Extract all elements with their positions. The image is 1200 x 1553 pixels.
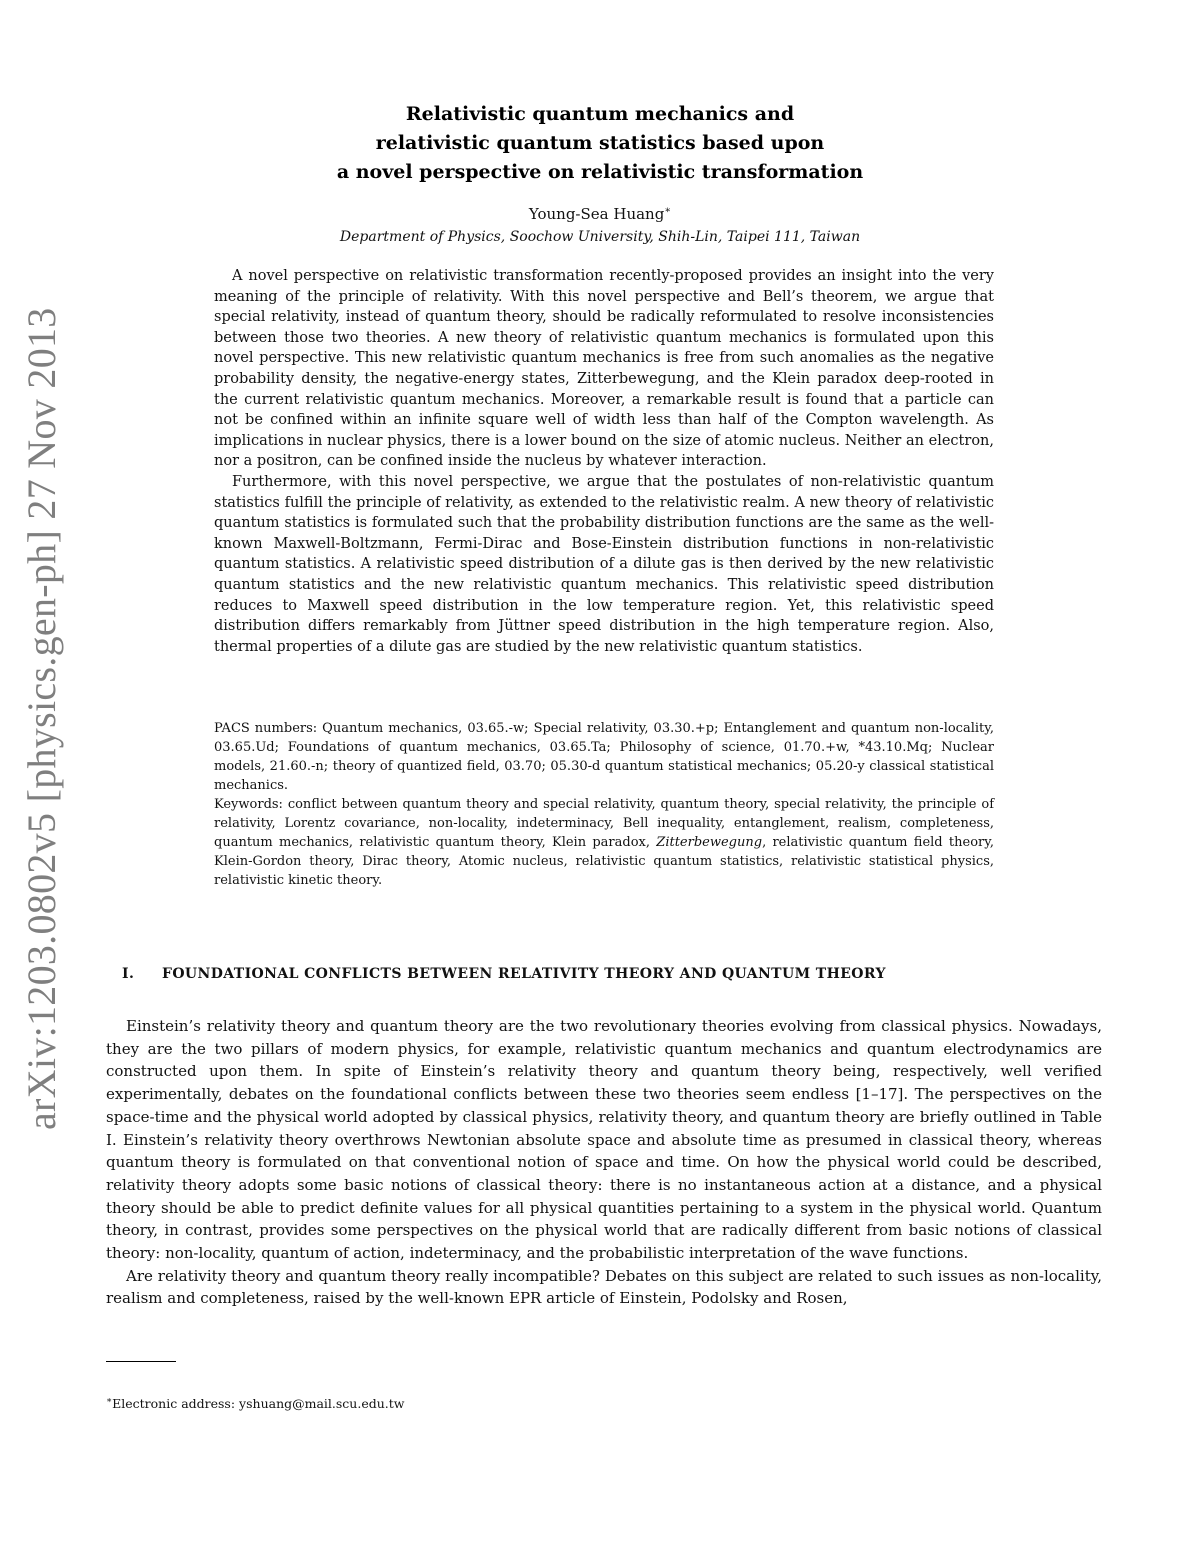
body-text	[106, 1015, 1102, 1310]
footnote	[106, 1396, 906, 1411]
author-name: Young-Sea Huang	[528, 205, 665, 223]
section-heading	[122, 966, 1092, 982]
section-number: I.	[122, 966, 135, 982]
author-line	[200, 205, 1000, 223]
keywords-text: , relativistic quantum field theory, Klein-Gordon theory, Dirac theory, Atomic nucleus, relativistic quantum statistics, relativistic statistical physics, relativistic kinetic theory.	[214, 835, 994, 888]
title-line: Relativistic quantum mechanics and	[405, 103, 795, 125]
abstract-paragraph: Furthermore, with this novel perspective, we argue that the postulates of non-relativistic quantum statistics fulfill the principle of relativity, as extended to the relativistic realm. A new theory of relativistic quantum statistics is formulated such that the probability distribution functions are the same as the well-known Maxwell-Boltzmann, Fermi-Dirac and Bose-Einstein distribution functions in non-relativistic quantum statistics. A relativistic speed distribution of a dilute gas is then derived by the new relativistic quantum statistics and the new relativistic quantum mechanics. This relativistic speed distribution reduces to Maxwell speed distribution in the low temperature region. Yet, this relativistic speed distribution differs remarkably from Jüttner speed distribution in the high temperature region. Also, thermal properties of a dilute gas are studied by the new relativistic quantum statistics.	[214, 473, 994, 655]
keywords	[214, 795, 994, 890]
paper-title	[200, 100, 1000, 187]
footnote-text: Electronic address: yshuang@mail.scu.edu.tw	[112, 1396, 405, 1412]
body-paragraph: Are relativity theory and quantum theory really incompatible? Debates on this subject are related to such issues as non-locality, realism and completeness, raised by the well-known EPR article of Einstein, Podolsky and Rosen,	[106, 1266, 1102, 1308]
footnote-rule	[106, 1361, 176, 1362]
body-paragraph: Einstein’s relativity theory and quantum theory are the two revolutionary theories evolving from classical physics. Nowadays, they are the two pillars of modern physics, for example, relativistic quantum mechanics and quantum electrodynamics are constructed upon them. In spite of Einstein’s relativity theory and quantum theory being, respectively, well verified experimentally, debates on the foundational conflicts between these two theories seem endless [1–17]. The perspectives on the space-time and the physical world adopted by classical physics, relativity theory, and quantum theory are briefly outlined in Table I. Einstein’s relativity theory overthrows Newtonian absolute space and absolute time as presumed in classical theory, whereas quantum theory is formulated on that conventional notion of space and time. On how the physical world could be described, relativity theory adopts some basic notions of classical theory: there is no instantaneous action at a distance, and a physical theory should be able to predict definite values for all physical quantities pertaining to a system in the physical world. Quantum theory, in contrast, provides some perspectives on the physical world that are radically different from basic notions of classical theory: non-locality, quantum of action, indeterminacy, and the probabilistic interpretation of the wave functions.	[106, 1017, 1102, 1263]
arxiv-side-stamp: arXiv:1203.0802v5 [physics.gen-ph] 27 Nov 2013	[19, 307, 64, 1130]
footnote-mark: ∗	[106, 1396, 113, 1406]
title-line: a novel perspective on relativistic transformation	[336, 161, 864, 183]
abstract	[214, 266, 994, 657]
keywords-italic: Zitterbewegung	[656, 835, 763, 850]
pacs-keywords-block	[214, 719, 994, 890]
author-footnote-mark: ∗	[664, 205, 672, 216]
title-line: relativistic quantum statistics based upon	[375, 132, 825, 154]
keywords-text: Keywords: conflict between quantum theory and special relativity, quantum theory, special relativity, the principle of relativity, Lorentz covariance, non-locality, indeterminacy, Bell inequality, entanglement, realism, completeness, quantum mechanics, relativistic quantum theory, Klein paradox,	[214, 797, 994, 850]
abstract-paragraph: A novel perspective on relativistic transformation recently-proposed provides an insight into the very meaning of the principle of relativity. With this novel perspective and Bell’s theorem, we argue that special relativity, instead of quantum theory, should be radically reformulated to resolve inconsistencies between those two theories. A new theory of relativistic quantum mechanics is formulated upon this novel perspective. This new relativistic quantum mechanics is free from such anomalies as the negative probability density, the negative-energy states, Zitterbewegung, and the Klein paradox deep-rooted in the current relativistic quantum mechanics. Moreover, a remarkable result is found that a particle can not be confined within an infinite square well of width less than half of the Compton wavelength. As implications in nuclear physics, there is a lower bound on the size of atomic nucleus. Neither an electron, nor a positron, can be confined inside the nucleus by whatever interaction.	[214, 268, 994, 470]
section-title: FOUNDATIONAL CONFLICTS BETWEEN RELATIVITY THEORY AND QUANTUM THEORY	[162, 966, 886, 982]
pacs-numbers: PACS numbers: Quantum mechanics, 03.65.-w; Special relativity, 03.30.+p; Entanglement and quantum non-locality, 03.65.Ud; Foundations of quantum mechanics, 03.65.Ta; Philosophy of science, 01.70.+w, *43.10.Mq; Nuclear models, 21.60.-n; theory of quantized field, 03.70; 05.30-d quantum statistical mechanics; 05.20-y classical statistical mechanics.	[214, 721, 994, 793]
affiliation: Department of Physics, Soochow University, Shih-Lin, Taipei 111, Taiwan	[339, 229, 861, 245]
